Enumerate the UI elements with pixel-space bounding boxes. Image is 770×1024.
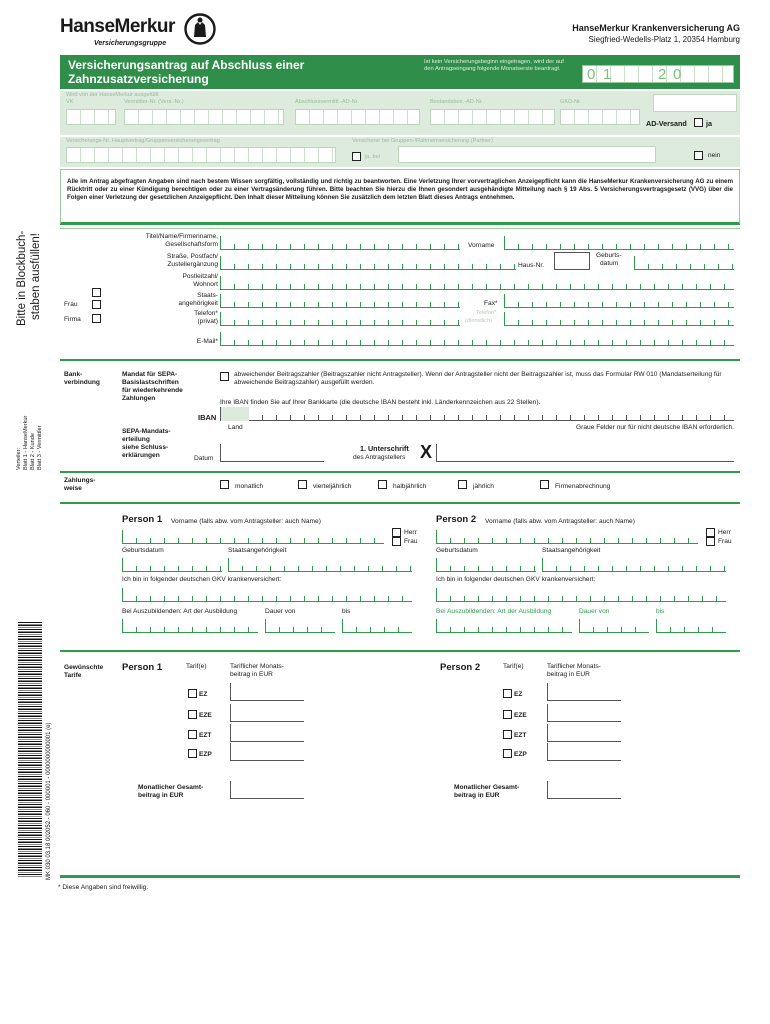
tariff-person1-premium-label-1: Tariflicher Monats- (230, 663, 284, 670)
tariff-p2-total-field[interactable] (547, 781, 621, 799)
firma-label: Firma (64, 316, 81, 323)
tariff-p1-total-label-2: beitrag in EUR (138, 792, 184, 799)
tariff-person2-premium-label-1: Tariflicher Monats- (547, 663, 601, 670)
tariff-p1-ez-label: EZ (199, 691, 208, 698)
phone-label-2: (privat) (197, 318, 218, 325)
zip-city-field[interactable] (220, 276, 734, 290)
tariff-p2-eze-amount[interactable] (547, 704, 621, 722)
payment-quarterly-label: vierteljährlich (313, 483, 352, 490)
street-field[interactable] (220, 256, 516, 270)
phone-work-field[interactable] (504, 312, 734, 326)
payment-monthly-checkbox[interactable] (220, 480, 229, 489)
sepa-date-field[interactable] (220, 444, 324, 462)
form-title-line2: Zahnzusatzversicherung (68, 72, 209, 86)
person2-gkv-field[interactable] (436, 588, 726, 602)
distribution-sheet-3: Blatt 3 - Vermittler (37, 425, 43, 470)
person2-frau-label: Frau (718, 538, 732, 545)
person1-nationality-label: Staatsangehörigkeit (228, 547, 287, 554)
tariff-p2-ez-label: EZ (514, 691, 523, 698)
tariff-label-2: Tarife (64, 672, 82, 679)
payment-company-checkbox[interactable] (540, 480, 549, 489)
agency-heading: Wird von der HanseMerkur ausgefüllt (66, 92, 159, 98)
iban-label: IBAN (198, 413, 217, 422)
ad-versand-checkbox[interactable] (694, 118, 703, 127)
tariff-p1-ezp-amount[interactable] (230, 743, 304, 761)
person2-until-field[interactable] (656, 619, 726, 633)
tariff-p2-ezt-checkbox[interactable] (503, 730, 512, 739)
mandate-label-1: Mandat für SEPA- (122, 371, 178, 378)
person2-hint: Vorname (falls abw. vom Antragsteller: auch Name) (485, 518, 635, 525)
herr-checkbox[interactable] (92, 300, 101, 309)
disclaimer-text: Alle im Antrag abgefragten Angaben sind nach bestem Wissen sorgfältig, vollständig und richtig zu beantworten. Eine Verletzung Ihrer vorvertraglichen Anzeigepflicht kann die HanseMerkur Krankenversicherung AG zu einem Rücktritt oder zu einer Kündigung berechtigen oder zu einer Vertragsänderung führen. Bitte beachten Sie hierzu die Ihnen gesondert ausgehändigte Mitteilung nach § 19 Abs. 5 Versicherungsvertragsgesetz (VVG) über die Folgen einer Verletzung der gesetzlichen Anzeigepflicht. Den Inhalt dieser Mitteilung können Sie zusätzlich dem letzten Blatt dieses Antrags entnehmen. (67, 178, 733, 201)
tariff-p1-ezp-label: EZP (199, 751, 212, 758)
person2-until-label: bis (656, 608, 665, 615)
tariff-p1-ez-checkbox[interactable] (188, 689, 197, 698)
person2-gkv-label: Ich bin in folgender deutschen GKV krankenversichert: (436, 576, 596, 583)
email-field[interactable] (220, 332, 734, 346)
firstname-field[interactable] (504, 236, 734, 250)
start-date-field[interactable] (582, 65, 734, 83)
barcode-text: MK 030 03.18 002052 - 060 - 000001 - 0000000000001 (e) (46, 722, 52, 880)
email-label: E-Mail* (196, 338, 218, 345)
tariff-p1-ez-amount[interactable] (230, 683, 304, 701)
signature-field[interactable] (436, 444, 734, 462)
tariff-person1-title: Person 1 (122, 662, 163, 673)
label-vk: VK (66, 99, 74, 105)
iban-country-label: Land (228, 424, 243, 431)
contract-ja-label: ja, bei (365, 154, 380, 160)
company-name: HanseMerkur Krankenversicherung AG (572, 23, 740, 33)
sepa-date-label: Datum (194, 455, 214, 462)
person1-duration-label: Dauer von (265, 608, 296, 615)
sepa-label-2: erteilung (122, 436, 150, 443)
instruction-text-2: staben ausfüllen! (30, 233, 42, 320)
tariff-p2-eze-checkbox[interactable] (503, 710, 512, 719)
tariff-p2-ez-amount[interactable] (547, 683, 621, 701)
signature-mark: X (420, 442, 433, 462)
bank-section-label-2: verbindung (64, 379, 100, 386)
person1-herr-label: Herr (404, 529, 417, 536)
fax-label: Fax* (484, 300, 498, 307)
start-date-note: Ist kein Versicherungsbeginn eingetragen, wird der auf den Antragseingang folgende Monatserste beantragt. (424, 59, 564, 72)
partner-field[interactable] (398, 146, 656, 163)
agency-section (60, 91, 740, 135)
brand-name: HanseMerkur (60, 16, 175, 37)
tariff-section (60, 653, 740, 878)
birth-label-2: datum (600, 260, 619, 267)
iban-grey-hint: Graue Felder nur für nicht deutsche IBAN erforderlich. (576, 424, 734, 431)
birth-date-field[interactable] (634, 256, 734, 270)
phone-label-1: Telefon* (194, 310, 218, 317)
house-number-field[interactable] (554, 252, 590, 270)
tariff-p1-ezt-label: EZT (199, 732, 212, 739)
distribution-sheet-2: Blatt 2 - Kunde (30, 432, 36, 470)
sepa-label-4: erklärungen (122, 452, 160, 459)
name-label-1: Titel/Name/Firmenname, (145, 233, 218, 240)
person1-until-field[interactable] (342, 619, 412, 633)
person1-block (122, 512, 422, 642)
ad-field[interactable] (295, 109, 420, 125)
label-ad: Abschlussvermittl.-AD-Nr. (295, 99, 359, 105)
ad-versand-label: AD-Versand (646, 119, 687, 128)
firma-checkbox[interactable] (92, 314, 101, 323)
persons-top-rule (60, 502, 740, 504)
person1-birthdate-field[interactable] (122, 558, 222, 572)
tariff-p1-total-label-1: Monatlicher Gesamt- (138, 784, 204, 791)
name-field[interactable] (220, 236, 460, 250)
person1-birthdate-label: Geburtsdatum (122, 547, 164, 554)
firstname-label: Vorname (468, 242, 495, 249)
person2-nationality-field[interactable] (542, 558, 726, 572)
tariff-p2-ez-checkbox[interactable] (503, 689, 512, 698)
house-number-label: Haus-Nr. (518, 262, 545, 269)
company-address: Siegfried-Wedells-Platz 1, 20354 Hamburg (588, 35, 740, 44)
zip-label-1: Postleitzahl/ (182, 273, 218, 280)
tariff-p1-ezt-checkbox[interactable] (188, 730, 197, 739)
contract-section (60, 137, 740, 167)
contract-ja-checkbox[interactable] (352, 152, 361, 161)
tariff-p1-ezp-checkbox[interactable] (188, 749, 197, 758)
street-label-2: Zustellergänzung (167, 261, 218, 268)
distribution-label: Verteiler: (16, 447, 22, 470)
person1-title: Person 1 (122, 514, 163, 525)
payment-yearly-checkbox[interactable] (458, 480, 467, 489)
street-label-1: Straße, Postfach/ (167, 253, 218, 260)
tariff-p2-ezt-label: EZT (514, 732, 527, 739)
iban-country-area (221, 407, 249, 421)
payment-quarterly-checkbox[interactable] (298, 480, 307, 489)
form-title-line1: Versicherungsantrag auf Abschluss einer (68, 58, 305, 72)
tariff-p2-ezt-amount[interactable] (547, 724, 621, 742)
payment-halfyear-checkbox[interactable] (378, 480, 387, 489)
date-digit-2: 1 (603, 66, 612, 83)
iban-field[interactable] (220, 407, 734, 421)
nationality-field[interactable] (220, 294, 460, 308)
payment-top-rule (60, 471, 740, 473)
payment-monthly-label: monatlich (235, 483, 264, 490)
contract-label-right: Versicherer bei Gruppen-/Rahmenversicherung (Partner) (352, 138, 493, 144)
person1-hint: Vorname (falls abw. vom Antragsteller: auch Name) (171, 518, 321, 525)
bank-section (60, 362, 740, 470)
nationality-label-1: Staats- (197, 292, 218, 299)
tariff-top-rule (60, 650, 740, 652)
label-vm: Vermittler-Nr. (Vers.-Nr.) (124, 99, 184, 105)
mandate-label-4: Zahlungen (122, 395, 156, 402)
label-bd: Bestandsbetr.-AD-Nr. (430, 99, 483, 105)
tariff-p1-ezt-amount[interactable] (230, 724, 304, 742)
signature-label: 1. Unterschrift (360, 444, 409, 453)
bd-field[interactable] (430, 109, 555, 125)
person1-nationality-field[interactable] (228, 558, 412, 572)
birth-label-1: Geburts- (596, 252, 622, 259)
applicant-section (60, 228, 740, 358)
label-gkd: GKD-Nr. (560, 99, 582, 105)
gkd-field[interactable] (560, 109, 640, 125)
distribution-sheet-1: Blatt 1 - HanseMerkur (23, 415, 29, 470)
disclaimer (60, 169, 740, 225)
tariff-person1-tarif-label: Tarif(e) (186, 663, 207, 670)
person2-duration-field[interactable] (579, 619, 649, 633)
contract-nein-label: nein (708, 152, 721, 159)
tariff-label-1: Gewünschte (64, 664, 104, 671)
tariff-p1-eze-label: EZE (199, 712, 212, 719)
tariff-person1-premium-label-2: beitrag in EUR (230, 671, 273, 678)
phone-work-label-2: (dienstlich) (465, 318, 493, 324)
mandate-label-3: für wiederkehrende (122, 387, 183, 394)
person1-herr-checkbox[interactable] (392, 528, 401, 537)
frau-label: Frau (64, 301, 78, 308)
payment-halfyear-label: halbjährlich (393, 483, 427, 490)
tariff-p2-eze-label: EZE (514, 712, 527, 719)
mandate-label-2: Basislastschriften (122, 379, 179, 386)
person2-title: Person 2 (436, 514, 477, 525)
sepa-label-1: SEPA-Mandats- (122, 428, 171, 435)
payment-yearly-label: jährlich (473, 483, 494, 490)
person2-duration-label: Dauer von (579, 608, 610, 615)
contract-nein-checkbox[interactable] (694, 151, 703, 160)
vk-field[interactable] (66, 109, 116, 125)
person1-gkv-field[interactable] (122, 588, 412, 602)
ad-extra-field[interactable] (653, 94, 737, 112)
contract-label-left: Versicherungs-Nr. Hauptvertrag/Gruppenversicherungsvertrag (66, 138, 220, 144)
frau-checkbox[interactable] (92, 288, 101, 297)
payment-label-1: Zahlungs- (64, 477, 96, 484)
tariff-p2-total-label-1: Monatlicher Gesamt- (454, 784, 520, 791)
contract-number-field[interactable] (66, 147, 336, 163)
name-label-2: Gesellschaftsform (165, 241, 218, 248)
tariff-person2-premium-label-2: beitrag in EUR (547, 671, 590, 678)
person1-firstname-field[interactable] (122, 530, 384, 544)
zip-label-2: Wohnort (193, 281, 218, 288)
instruction-text-1: Bitte in Blockbuch- (16, 230, 28, 326)
tariff-p2-ezp-checkbox[interactable] (503, 749, 512, 758)
date-digit-1: 0 (587, 66, 596, 83)
person2-birthdate-label: Geburtsdatum (436, 547, 478, 554)
brand-emblem-icon (184, 13, 216, 45)
payment-label-2: weise (64, 485, 82, 492)
ad-versand-ja: ja (706, 119, 712, 128)
tariff-p1-eze-checkbox[interactable] (188, 710, 197, 719)
barcode (18, 622, 42, 877)
phone-private-field[interactable] (220, 312, 460, 326)
iban-hint: Ihre IBAN finden Sie auf Ihrer Bankkarte (die deutsche IBAN besteht inkl. Länderkennzeichen aus 22 Stellen). (220, 399, 541, 406)
person1-apprentice-field[interactable] (122, 619, 258, 633)
person1-frau-label: Frau (404, 538, 418, 545)
tariff-person2-title: Person 2 (440, 662, 481, 673)
payment-company-label: Firmenabrechnung (555, 483, 611, 490)
phone-work-label-1: Telefon* (476, 310, 497, 316)
alt-payer-checkbox[interactable] (220, 372, 229, 381)
person2-herr-label: Herr (718, 529, 731, 536)
date-digit-3: 2 (658, 66, 667, 83)
sepa-label-3: siehe Schluss- (122, 444, 169, 451)
person2-firstname-field[interactable] (436, 530, 698, 544)
person1-apprentice-label: Bei Auszubildenden: Art der Ausbildung (122, 608, 238, 615)
person1-until-label: bis (342, 608, 351, 615)
tariff-p2-ezp-amount[interactable] (547, 743, 621, 761)
person1-frau-checkbox[interactable] (392, 537, 401, 546)
brand-subtitle: Versicherungsgruppe (94, 40, 167, 47)
bank-section-label-1: Bank- (64, 371, 83, 378)
tariff-p1-total-field[interactable] (230, 781, 304, 799)
person1-duration-field[interactable] (265, 619, 335, 633)
alt-payer-text: abweichender Beitragszahler (Beitragszahler nicht Antragsteller). Wenn der Antragsteller nicht der Beitragszahler ist, muss das Formular RW 010 (Mandatserteilung für abweichende Beitragszahler) ausgefüllt werden. (234, 371, 722, 386)
person1-gkv-label: Ich bin in folgender deutschen GKV krankenversichert: (122, 576, 282, 583)
person2-frau-checkbox[interactable] (706, 537, 715, 546)
person2-apprentice-field[interactable] (436, 619, 572, 633)
vm-field[interactable] (124, 109, 284, 125)
person2-block (436, 512, 736, 642)
payment-section (60, 474, 740, 502)
brand-logo (60, 16, 220, 52)
tariff-p2-ezp-label: EZP (514, 751, 527, 758)
title-bar (60, 55, 740, 89)
tariff-person2-tarif-label: Tarif(e) (503, 663, 524, 670)
signature-sublabel: des Antragstellers (353, 454, 406, 461)
person2-herr-checkbox[interactable] (706, 528, 715, 537)
nationality-label-2: angehörigkeit (178, 300, 218, 307)
footnote: * Diese Angaben sind freiwillig. (58, 884, 149, 891)
tariff-p2-total-label-2: beitrag in EUR (454, 792, 500, 799)
tariff-p1-eze-amount[interactable] (230, 704, 304, 722)
person2-apprentice-label: Bei Auszubildenden: Art der Ausbildung (436, 608, 552, 615)
person2-birthdate-field[interactable] (436, 558, 536, 572)
date-digit-4: 0 (673, 66, 682, 83)
fax-field[interactable] (504, 294, 734, 308)
bank-top-rule (60, 359, 740, 361)
person2-nationality-label: Staatsangehörigkeit (542, 547, 601, 554)
